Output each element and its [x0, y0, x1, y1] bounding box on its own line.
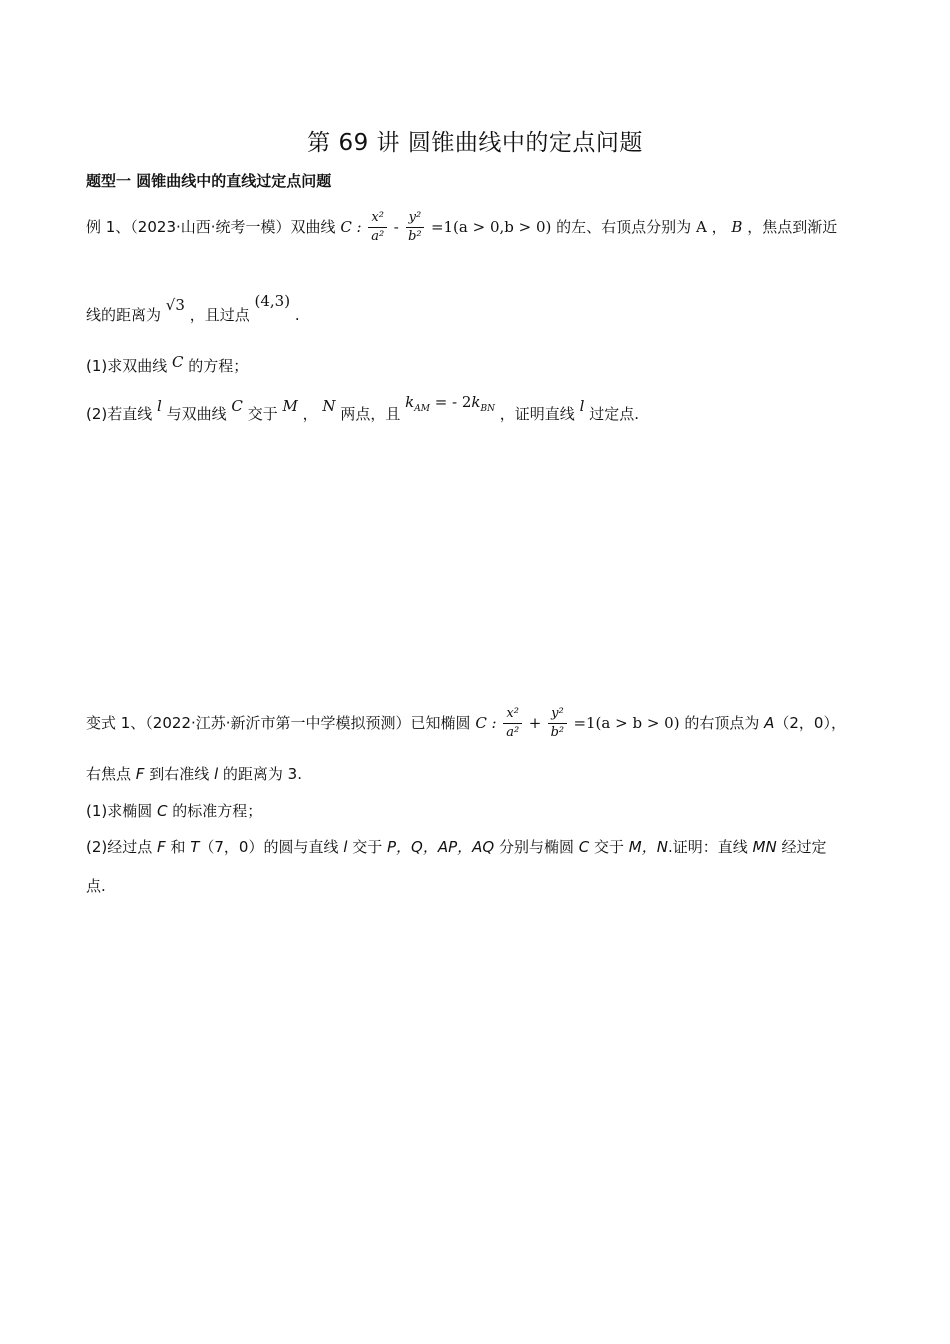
variant1-question1: (1)求椭圆 C 的标准方程； — [86, 802, 263, 820]
variant1-question2-continued: 点. — [86, 877, 106, 895]
example1-prefix: 例 1、（2023·山西·统考一模）双曲线 — [86, 218, 336, 236]
variant1-prefix: 变式 1、（2022·江苏·新沂市第一中学模拟预测）已知椭圆 — [86, 714, 471, 732]
ellipse-label: C : — [475, 714, 497, 732]
section-heading: 题型一 圆锥曲线中的直线过定点问题 — [86, 172, 332, 190]
fraction-y: $\frac{\text{y²}}{\text{b²}}$ — [548, 705, 567, 742]
example1-line1: 例 1、（2023·山西·统考一模）双曲线 C : $\frac{\text{x²}}{\text{a²}}$ - $\frac{\text{y²}}{\text{b²}}$ =1(a > 0,b > 0) 的左、右顶点分别为 A ， B ，焦点到渐近 — [86, 210, 838, 244]
fraction-x: $\frac{\text{x²}}{\text{a²}}$ — [503, 705, 522, 742]
fraction-x: $\frac{\text{x²}}{\text{a²}}$ — [368, 209, 387, 246]
hyperbola-condition: =1(a > 0,b > 0) — [430, 218, 552, 236]
hyperbola-label: C : — [340, 218, 362, 236]
variant1-line2: 右焦点 F 到右准线 l 的距离为 3. — [86, 765, 302, 783]
variant1-question2: (2)经过点 F 和 T（7，0）的圆与直线 l 交于 P，Q，AP，AQ 分别与椭圆 C 交于 M，N.证明：直线 MN 经过定 — [86, 838, 827, 856]
example1-question2: (2)若直线 l 与双曲线 C 交于 M ， N 两点，且 $k_{AM}$ = - $2k_{BN}$ ，证明直线 l 过定点. — [86, 393, 639, 423]
fraction-y: $\frac{\text{y²}}{\text{b²}}$ — [406, 209, 425, 246]
ellipse-condition: =1(a > b > 0) — [573, 714, 680, 732]
point-4-3: (4,3) — [254, 292, 291, 310]
sqrt-three: √3 — [165, 296, 185, 314]
example1-question1: (1)求双曲线 C 的方程； — [86, 353, 249, 375]
slope-relation: $k_{AM}$ = - $2k_{BN}$ — [405, 393, 496, 414]
point-B: B — [731, 218, 743, 236]
point-A: A — [695, 218, 707, 236]
example1-line2: 线的距离为 √3 ，且过点 (4,3) . — [86, 292, 300, 324]
variant1-line1: 变式 1、（2022·江苏·新沂市第一中学模拟预测）已知椭圆 C : $\frac{\text{x²}}{\text{a²}}$ + $\frac{\text{y²}}{\text{b²}}$ =1(a > b > 0) 的右顶点为 A（2，0）， — [86, 706, 846, 740]
page-title: 第 69 讲 圆锥曲线中的定点问题 — [307, 130, 643, 156]
